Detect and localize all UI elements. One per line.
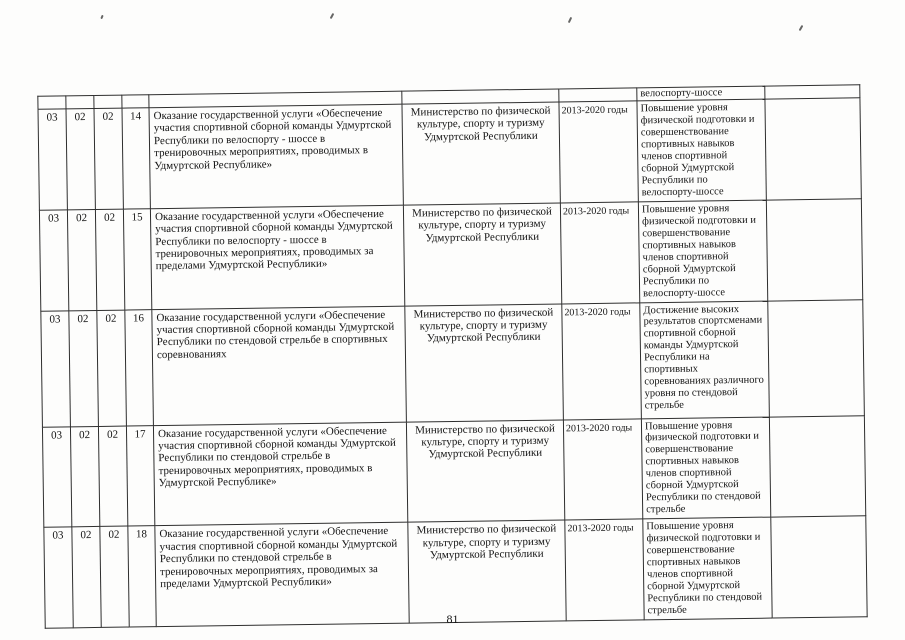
code-cell: 03 — [39, 210, 68, 311]
code-cell: 18 — [128, 526, 156, 627]
code-cell: 03 — [42, 426, 71, 527]
years-cell: 2013-2020 годы — [565, 519, 644, 621]
code-cell: 15 — [123, 208, 151, 309]
ministry-cell: Министерство по физической культуре, спорту и туризму Удмуртской Республики — [406, 419, 564, 522]
code-cell: 02 — [70, 426, 99, 527]
service-cell: Оказание государственной услуги «Обеспечение участия спортивной сборной команды Удмуртской Республики по стендовой стрельбе в тренировочных мероприятиях, проводимых в Удмуртской Республике» — [153, 422, 407, 526]
code-cell — [94, 95, 122, 108]
table-row — [38, 98, 861, 210]
result-cell: велоспорту-шоссе — [637, 86, 765, 101]
table-wrap — [37, 84, 867, 628]
empty-cell — [765, 85, 860, 99]
page-number: 81 — [446, 612, 459, 626]
result-cell: Повышение уровня физической подготовки и совершенствование спортивных навыков членов спортивной сборной Удмуртской Республики по стендовой стрельбе — [641, 417, 770, 520]
code-cell: 03 — [41, 310, 71, 426]
code-cell — [38, 96, 66, 109]
service-cell: Оказание государственной услуги «Обеспечение участия спортивной сборной команды Удмуртской Республики по велоспорту - шоссе в тренировочных мероприятиях, проводимых в Удмуртской Республике» — [149, 104, 403, 208]
code-cell: 02 — [72, 527, 101, 628]
program-table — [37, 84, 867, 628]
code-cell: 17 — [126, 425, 154, 526]
code-cell: 03 — [44, 527, 73, 628]
result-cell: Достижение высоких результатов спортсменами спортивной сборной команды Удмуртской Республики на спортивных соревнованиях различного уровня по стендовой стрельбе — [640, 301, 770, 419]
empty-cell — [768, 299, 865, 416]
result-cell: Повышение уровня физической подготовки и совершенствование спортивных навыков членов спортивной сборной Удмуртской Республики по стендовой стрельбе — [643, 517, 772, 620]
code-cell: 02 — [98, 426, 127, 527]
result-cell: Повышение уровня физической подготовки и совершенствование спортивных навыков членов спортивной сборной Удмуртской Республики по велоспорту-шоссе — [638, 200, 767, 303]
table-row — [42, 415, 865, 527]
years-cell — [559, 88, 637, 102]
table-row — [41, 299, 865, 426]
ministry-cell: Министерство по физической культуре, спорту и туризму Удмуртской Республики — [408, 520, 566, 623]
code-cell: 03 — [38, 109, 67, 210]
ministry-cell: Министерство по физической культуре, спорту и туризму Удмуртской Республики — [402, 102, 560, 205]
scan-speck — [330, 13, 335, 19]
ministry-cell: Министерство по физической культуре, спорту и туризму Удмуртской Республики — [403, 203, 561, 306]
code-cell: 02 — [100, 526, 129, 627]
years-cell: 2013-2020 годы — [560, 202, 639, 304]
code-cell: 16 — [125, 309, 154, 425]
code-cell — [66, 95, 94, 108]
years-cell: 2013-2020 годы — [562, 302, 642, 419]
code-cell: 02 — [67, 209, 96, 310]
code-cell: 02 — [66, 108, 95, 209]
empty-cell — [771, 516, 867, 618]
result-cell: Повышение уровня физической подготовки и совершенствование спортивных навыков членов спортивной сборной Удмуртской Республики по велоспорту-шоссе — [637, 99, 766, 202]
years-cell: 2013-2020 годы — [559, 101, 638, 203]
service-cell: Оказание государственной услуги «Обеспечение участия спортивной сборной команды Удмуртской Республики по стендовой стрельбе в тренировочных мероприятиях, проводимых за пределами Удмуртской Республики» — [155, 522, 409, 626]
code-cell: 14 — [122, 108, 150, 209]
table-row — [39, 199, 862, 311]
scan-speck — [799, 25, 804, 31]
empty-cell — [765, 98, 861, 200]
code-cell: 02 — [94, 108, 123, 209]
code-cell: 02 — [95, 209, 124, 310]
scan-speck — [100, 15, 103, 19]
service-cell: Оказание государственной услуги «Обеспечение участия спортивной сборной команды Удмуртской Республики по велоспорту - шоссе в тренировочных мероприятиях, проводимых за пределами Удмуртской Республики» — [150, 205, 404, 309]
empty-cell — [769, 415, 865, 517]
code-cell: 02 — [69, 310, 99, 426]
service-cell: Оказание государственной услуги «Обеспечение участия спортивной сборной команды Удмуртской Республики по стендовой стрельбе в спортивных соревнованиях — [152, 306, 407, 426]
code-cell: 02 — [97, 310, 127, 426]
years-cell: 2013-2020 годы — [563, 418, 642, 520]
code-cell — [122, 95, 149, 108]
ministry-cell: Министерство по физической культуре, спорту и туризму Удмуртской Республики — [405, 303, 564, 421]
scan-speck — [568, 17, 572, 23]
empty-cell — [766, 199, 862, 301]
